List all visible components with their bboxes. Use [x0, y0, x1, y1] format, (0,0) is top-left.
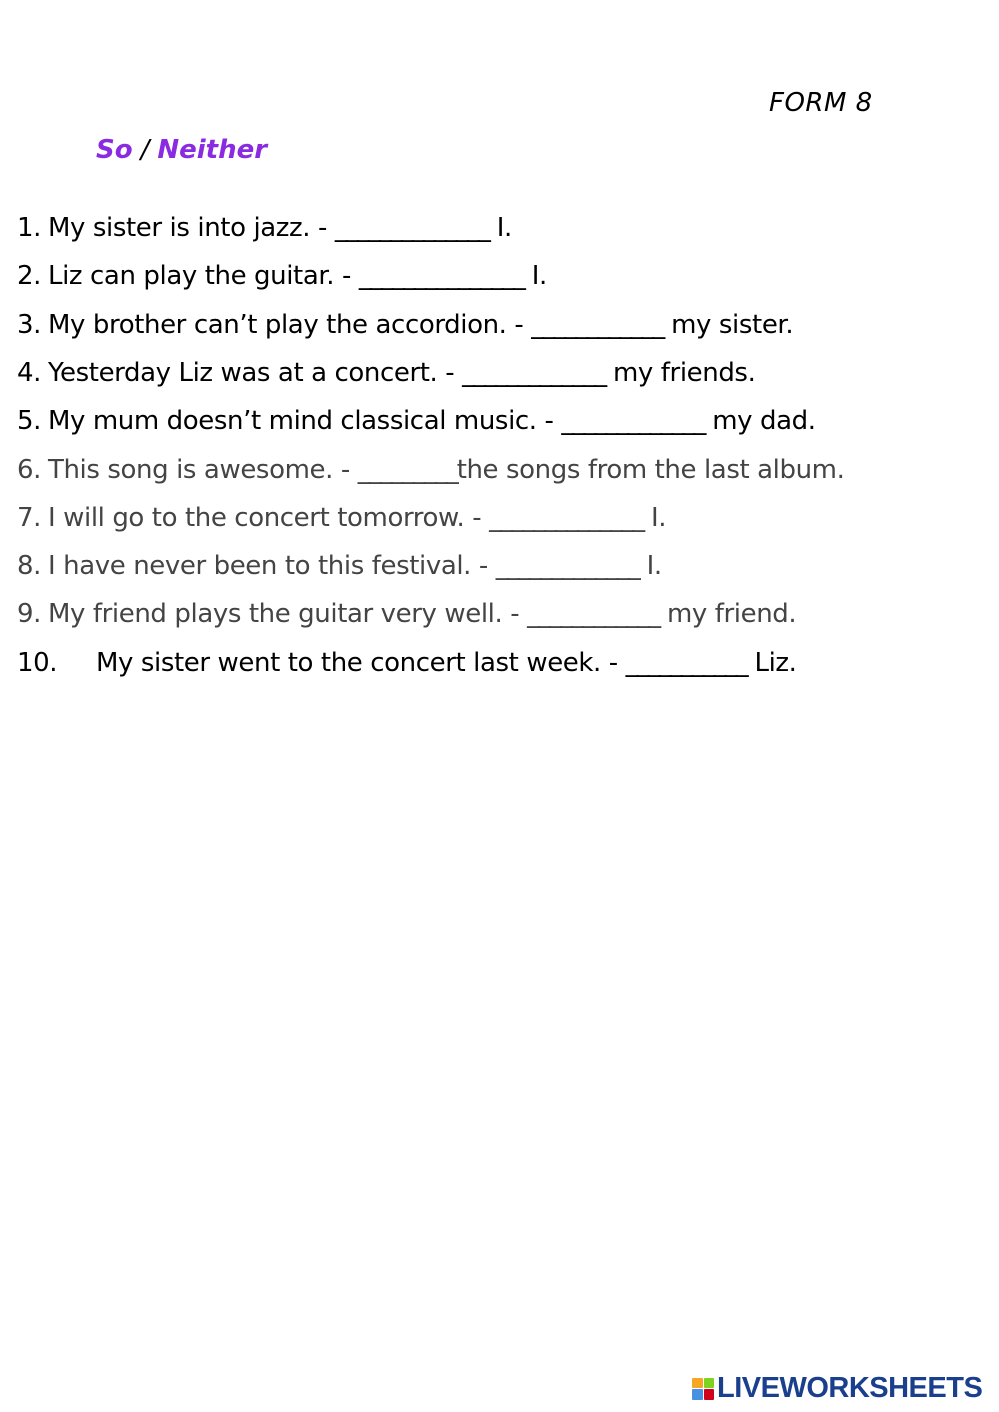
item-ending: my sister. [663, 310, 794, 340]
answer-blank[interactable]: ____________ [531, 310, 664, 340]
liveworksheets-logo [692, 1372, 982, 1405]
item-number: 5. [17, 406, 42, 436]
item-number: 8. [17, 551, 42, 581]
item-ending: I. [638, 551, 662, 581]
exercise-item-6 [17, 453, 844, 487]
item-number: 6. [17, 455, 42, 485]
exercise-item-4 [17, 356, 755, 390]
item-sentence: This song is awesome. - [48, 455, 358, 485]
logo-tile [704, 1378, 715, 1389]
answer-blank[interactable]: _____________ [561, 406, 705, 436]
item-ending: I. [643, 503, 667, 533]
item-sentence: My sister is into jazz. - [48, 213, 335, 243]
title-neither: Neither [157, 135, 268, 165]
item-sentence: My friend plays the guitar very well. - [48, 599, 528, 629]
item-number: 7. [17, 503, 42, 533]
answer-blank[interactable]: ______________ [334, 213, 489, 243]
exercise-item-3 [17, 308, 793, 342]
exercise-item-8 [17, 549, 662, 583]
item-number: 10. [17, 648, 58, 678]
item-ending: my friends. [605, 358, 756, 388]
answer-blank[interactable]: _____________ [462, 358, 606, 388]
logo-tile [692, 1378, 703, 1389]
answer-blank[interactable]: ______________ [489, 503, 644, 533]
item-ending: my dad. [704, 406, 816, 436]
answer-blank[interactable]: _________ [357, 455, 457, 485]
exercise-item-1 [17, 211, 512, 245]
answer-blank[interactable]: _______________ [358, 261, 524, 291]
title-separator: / [140, 135, 150, 165]
item-sentence: Yesterday Liz was at a concert. - [48, 358, 463, 388]
item-ending: my friend. [659, 599, 797, 629]
item-number: 2. [17, 261, 42, 291]
worksheet-title [96, 135, 267, 165]
item-ending: I. [523, 261, 547, 291]
answer-blank[interactable]: ____________ [527, 599, 660, 629]
exercise-item-7 [17, 501, 666, 535]
item-sentence: Liz can play the guitar. - [48, 261, 359, 291]
exercise-item-10 [17, 646, 797, 680]
logo-tile [692, 1389, 703, 1400]
form-label: FORM 8 [769, 88, 873, 118]
item-ending: I. [488, 213, 512, 243]
item-sentence: My mum doesn’t mind classical music. - [48, 406, 562, 436]
item-sentence: I have never been to this festival. - [48, 551, 496, 581]
item-ending: the songs from the last album. [456, 455, 845, 485]
answer-blank[interactable]: _____________ [495, 551, 639, 581]
liveworksheets-logo-icon [692, 1378, 714, 1400]
item-number: 1. [17, 213, 42, 243]
exercise-item-5 [17, 404, 816, 438]
item-sentence: My brother can’t play the accordion. - [48, 310, 532, 340]
item-number: 9. [17, 599, 42, 629]
title-so: So [96, 135, 133, 165]
item-sentence: I will go to the concert tomorrow. - [48, 503, 490, 533]
item-sentence: My sister went to the concert last week. - [96, 648, 626, 678]
exercise-item-2 [17, 259, 547, 293]
item-ending: Liz. [746, 648, 797, 678]
item-number: 4. [17, 358, 42, 388]
logo-tile [704, 1389, 715, 1400]
exercise-item-9 [17, 597, 796, 631]
item-number: 3. [17, 310, 42, 340]
logo-text: LIVEWORKSHEETS [717, 1372, 983, 1404]
answer-blank[interactable]: ___________ [625, 648, 747, 678]
